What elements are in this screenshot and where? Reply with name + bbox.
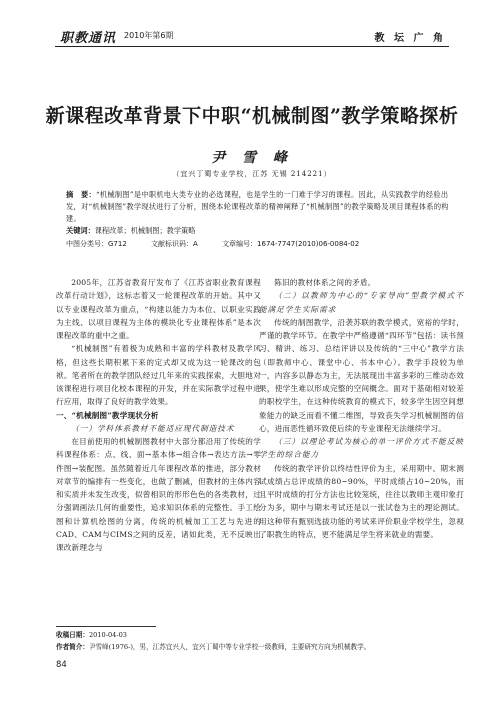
paragraph: “机械制图”有着极为成熟和丰富的学科教材及教学风格，但这些长期积累下来的定式却又成为这一轮课改的包袱。笔者所在的教学团队经过几年来的实践探索，大胆地对该课程进行项目化校本课程的开发，并在实际教学过程中进行应用，取得了良好的教学效果。 bbox=[56, 344, 261, 407]
classification-line bbox=[66, 239, 381, 249]
article-title: 新课程改革背景下中职“机械制图”教学策略探析 bbox=[45, 105, 459, 127]
paragraph: 陈旧的教材体系之间的矛盾。 bbox=[274, 278, 376, 287]
keywords-text: 课程改革；机械制图；教学策略 bbox=[94, 226, 196, 235]
paragraph: 2005年，江苏省教育厅发布了《江苏省职业教育课程改革行动计划》，这标志着又一轮课程改革的开始。其中又以专业课程改革为重点，“构建以能力为本位、以职业实践为主线、以项目课程为主体的模块化专业课程体系”是本次课程改革的重中之重。 bbox=[56, 278, 261, 340]
abstract bbox=[66, 189, 454, 225]
journal-name: 职教通讯 bbox=[60, 31, 117, 46]
page-number: 84 bbox=[56, 660, 67, 670]
article-number: 文章编号：1674-7747(2010)06-0084-02 bbox=[222, 240, 360, 248]
issue-label: 2010年第6期 bbox=[124, 31, 174, 40]
subsection-heading: （三）以理论考试为核心的单一评价方式不能反映学生的综合能力 bbox=[259, 437, 464, 460]
received-label: 收稿日期： bbox=[56, 631, 89, 639]
column-name: 教 坛 广 角 bbox=[374, 33, 446, 44]
paragraph: 在目前使用的机械制图教材中大部分都沿用了传统的学科课程体系：点、线、面→基本体→组合体→表达方法→零件图→装配图。虽然随着近几年课程改革的推进，部分教材对章节的编排有一些变化，也做了删减，但教材的主体内容和实质并未发生改变，似曾相识的形形色色的各类教材，过分强调画法几何的重要性，追求知识体系的完整性。手工绘图和计算机绘图的分离，传统的机械加工工艺与先进的CAD、CAM与CIMS之间的反差，诸如此类，无不反映出课改新理念与 bbox=[56, 437, 261, 552]
header-rule bbox=[55, 46, 449, 47]
subsection-heading: （一）学科体系教材不能适应现代制造技术 bbox=[71, 423, 235, 433]
subsection-heading: （二）以教师为中心的“专家导向”型教学模式不能满足学生实际需求 bbox=[259, 291, 464, 314]
article-author: 尹 雪 峰 bbox=[211, 150, 293, 166]
footnote bbox=[56, 629, 456, 653]
document-code: 文献标识码：A bbox=[151, 240, 198, 248]
keywords bbox=[66, 226, 195, 236]
paragraph: 传统的教学评价以终结性评价为主，采用期中、期末测试成绩占总评成绩的80~90%，平时成绩占10~20%，而且平时成绩的打分方法也比较笼统，往往以教师主观印象打分为多，期中与期末考试还是以一张试卷为主的理论测试。用这种带有甄别选拔功能的考试来评价职业学校学生，忽视了职教生的特点，更不能满足学生将来就业的需要。 bbox=[259, 463, 464, 539]
footnote-rule bbox=[56, 626, 156, 627]
abstract-text: “机械制图”是中职机电大类专业的必选课程，也是学生的一门难于学习的课程。因此，从实践教学的经验出发，对“机械制图”教学现状进行了分析，围绕本轮课程改革的精神阐释了“机械制图”的教学策略及项目课程体系的构建。 bbox=[66, 190, 449, 223]
body-column-left bbox=[56, 276, 261, 554]
section-heading: 一、“机械制图”教学现状分析 bbox=[56, 410, 159, 420]
author-info-label: 作者简介： bbox=[56, 643, 89, 651]
received-date: 2010-04-03 bbox=[88, 631, 127, 639]
paragraph: 传统的制图教学，沿袭苏联的教学模式，宽裕的学时，严谨的教学环节。在教学中严格遵循“四环节”包括：读书预习、精讲、练习、总结评讲以及传统的“三中心”教学方法（即教师中心、课堂中心、书本中心）。教学手段较为单一，内容多以静态为主，无法展现出丰富多彩的三维动态效果，使学生难以形成完整的空间概念。面对于基础相对较差的职校学生，在这种传统教育的模式下，较多学生因空间想象能力的缺乏而看不懂二维图，导致丧失学习机械制图的信心，进而恶性循环致使后续的专业课程无法继续学习。 bbox=[259, 317, 464, 433]
abstract-label: 摘 要： bbox=[66, 190, 96, 199]
author-info: 尹雪峰(1976-)，男，江苏宜兴人，宜兴丁蜀中等专业学校一级教师，主要研究方向为机械教学。 bbox=[88, 643, 371, 651]
clc-number: 中图分类号：G712 bbox=[66, 240, 127, 248]
author-affiliation: （宜兴丁蜀专业学校，江苏 无锡 214221） bbox=[172, 170, 332, 178]
keywords-label: 关键词： bbox=[66, 226, 95, 235]
body-column-right bbox=[259, 276, 464, 541]
